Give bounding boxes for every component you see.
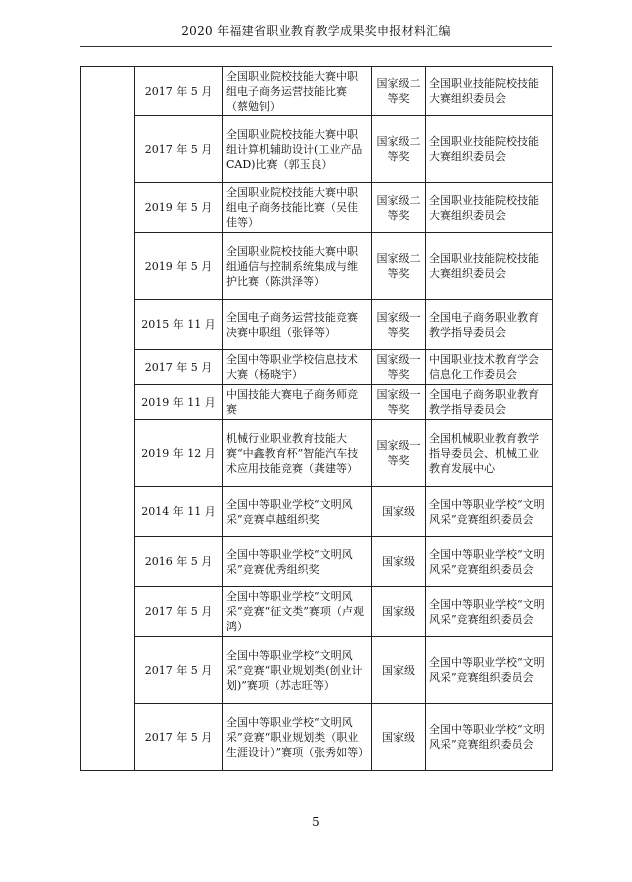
award-name: 全国中等职业学校“文明风采”竞赛卓越组织奖 [223, 487, 372, 537]
award-organizer: 全国职业技能院校技能大赛组织委员会 [426, 183, 553, 233]
award-name: 全国中等职业学校信息技术大赛（杨晓宇） [223, 350, 372, 385]
award-organizer: 全国职业技能院校技能大赛组织委员会 [426, 116, 553, 183]
award-date: 2019 年 12 月 [135, 420, 223, 487]
award-organizer: 全国电子商务职业教育教学指导委员会 [426, 385, 553, 420]
table-row [81, 385, 553, 420]
award-level: 国家级 [372, 587, 426, 637]
award-level: 国家级二等奖 [372, 67, 426, 116]
award-name: 全国电子商务运营技能竞赛决赛中职组（张铎等） [223, 300, 372, 350]
table-row [81, 183, 553, 233]
table-row [81, 233, 553, 300]
award-level: 国家级 [372, 537, 426, 587]
award-organizer: 全国中等职业学校“文明风采”竞赛组织委员会 [426, 704, 553, 771]
header-divider [80, 46, 552, 47]
award-name: 全国中等职业学校“文明风采”竞赛“职业规划类(创业计划)”赛项（苏志旺等） [223, 637, 372, 704]
table-row [81, 300, 553, 350]
award-organizer: 全国中等职业学校“文明风采”竞赛组织委员会 [426, 487, 553, 537]
award-level: 国家级二等奖 [372, 183, 426, 233]
award-organizer: 中国职业技术教育学会信息化工作委员会 [426, 350, 553, 385]
award-level: 国家级一等奖 [372, 420, 426, 487]
table-row [81, 420, 553, 487]
award-organizer: 全国中等职业学校“文明风采”竞赛组织委员会 [426, 637, 553, 704]
award-date: 2019 年 5 月 [135, 233, 223, 300]
award-level: 国家级一等奖 [372, 350, 426, 385]
award-name: 全国职业院校技能大赛中职组电子商务运营技能比赛（蔡勉钊） [223, 67, 372, 116]
award-organizer: 全国电子商务职业教育教学指导委员会 [426, 300, 553, 350]
award-name: 全国职业院校技能大赛中职组通信与控制系统集成与维护比赛（陈洪泽等） [223, 233, 372, 300]
award-date: 2019 年 11 月 [135, 385, 223, 420]
table-row [81, 537, 553, 587]
award-level: 国家级 [372, 487, 426, 537]
table-row [81, 67, 553, 116]
award-date: 2017 年 5 月 [135, 350, 223, 385]
award-name: 全国中等职业学校“文明风采”竞赛“职业规划类（职业生涯设计）”赛项（张秀如等） [223, 704, 372, 771]
award-date: 2017 年 5 月 [135, 704, 223, 771]
award-organizer: 全国机械职业教育教学指导委员会、机械工业教育发展中心 [426, 420, 553, 487]
award-level: 国家级一等奖 [372, 300, 426, 350]
award-name: 机械行业职业教育技能大赛“中鑫教育杯”智能汽车技术应用技能竞赛（龚建等） [223, 420, 372, 487]
award-date: 2015 年 11 月 [135, 300, 223, 350]
table-row [81, 637, 553, 704]
table-row [81, 704, 553, 771]
award-level: 国家级一等奖 [372, 385, 426, 420]
award-level: 国家级二等奖 [372, 233, 426, 300]
award-name: 全国职业院校技能大赛中职组计算机辅助设计(工业产品 CAD)比赛（郭玉良） [223, 116, 372, 183]
award-name: 全国职业院校技能大赛中职组电子商务技能比赛（吴佳佳等） [223, 183, 372, 233]
award-date: 2017 年 5 月 [135, 116, 223, 183]
award-name: 全国中等职业学校“文明风采”竞赛优秀组织奖 [223, 537, 372, 587]
award-date: 2019 年 5 月 [135, 183, 223, 233]
award-date: 2017 年 5 月 [135, 587, 223, 637]
award-name: 中国技能大赛电子商务师竞赛 [223, 385, 372, 420]
award-organizer: 全国职业技能院校技能大赛组织委员会 [426, 233, 553, 300]
merged-blank-cell [81, 67, 135, 771]
award-organizer: 全国职业技能院校技能大赛组织委员会 [426, 67, 553, 116]
table-row [81, 350, 553, 385]
table-row [81, 116, 553, 183]
award-name: 全国中等职业学校“文明风采”竞赛“征文类”赛项（卢观鸿） [223, 587, 372, 637]
award-level: 国家级 [372, 704, 426, 771]
award-level: 国家级 [372, 637, 426, 704]
award-organizer: 全国中等职业学校“文明风采”竞赛组织委员会 [426, 537, 553, 587]
award-organizer: 全国中等职业学校“文明风采”竞赛组织委员会 [426, 587, 553, 637]
award-date: 2016 年 5 月 [135, 537, 223, 587]
award-level: 国家级二等奖 [372, 116, 426, 183]
award-date: 2017 年 5 月 [135, 637, 223, 704]
page-header-title: 2020 年福建省职业教育教学成果奖申报材料汇编 [181, 24, 451, 38]
award-date: 2014 年 11 月 [135, 487, 223, 537]
table-row [81, 487, 553, 537]
page-number: 5 [312, 815, 320, 829]
awards-table [80, 66, 553, 771]
award-date: 2017 年 5 月 [135, 67, 223, 116]
table-row [81, 587, 553, 637]
